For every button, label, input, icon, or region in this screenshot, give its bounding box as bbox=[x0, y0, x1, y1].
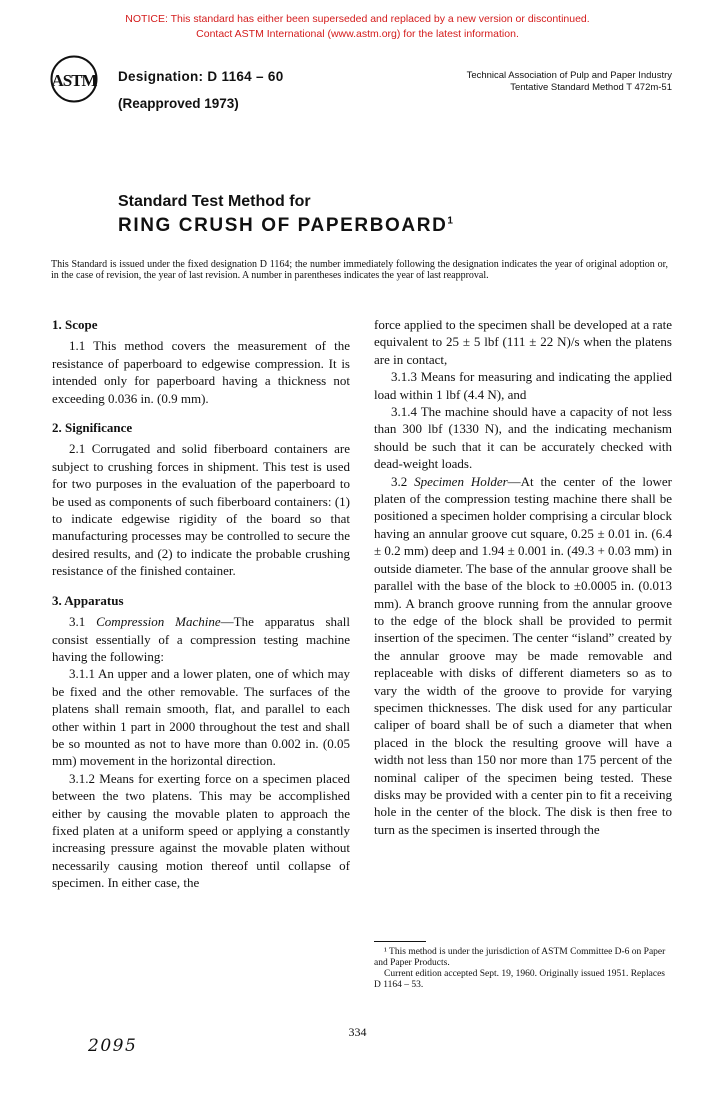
heading-significance: 2. Significance bbox=[52, 420, 133, 436]
heading-apparatus: 3. Apparatus bbox=[52, 592, 124, 608]
stamp-number: 2095 bbox=[88, 1036, 138, 1056]
footnote-2: Current edition accepted Sept. 19, 1960. Originally issued 1951. Replaces D 1164 – 53. bbox=[374, 969, 665, 990]
tappi-line-2: Tentative Standard Method T 472m-51 bbox=[510, 82, 672, 93]
tappi-line-1: Technical Association of Pulp and Paper Industry bbox=[466, 70, 672, 81]
footnote-rule bbox=[374, 941, 426, 942]
para-3-1-2: 3.1.2 Means for exerting force on a specimen placed between the two platens. This may be accomplished either by causing the movable platen to approach the fixed platen at a uniform speed or applying a constantly increasing pressure against the movable platen without necessarily causing motion thereof until collapse of specimen. In either case, the bbox=[52, 770, 350, 891]
para-3-2 bbox=[374, 473, 672, 839]
issue-statement: This Standard is issued under the fixed designation D 1164; the number immediately following the designation indicates the year of original adoption or, in the case of revision, the year of last revision. A number in parentheses indicates the year of last reapproval. bbox=[51, 259, 668, 281]
astm-logo-text: ASTM bbox=[51, 71, 97, 90]
para-3-2-num: 3.2 bbox=[391, 473, 408, 489]
para-3-2-rest: —At the center of the lower platen of the compression testing machine there shall be positioned a specimen holder comprising a circular block having an annular groove cut square, 0.25 ± 0.01 in. (6.4 ± 0.2 mm) deep and 1.94 ± 0.001 in. (49.3 + 0.03 mm) in outside diameter. The base of the annular groove shall be parallel with the base of the block to ±0.0005 in. (0.013 mm). A branch groove running from the annular groove to the edge of the block shall be provided to permit insertion of the specimen. The center “island” created by the annular groove may be made removable and replaceable with disks of different diameters so as to vary the width of the groove to provide for varying specimen thicknesses. The disk used for any particular caliper of board shall be of such a diameter that when placed in the block the resulting groove will have a width not less than 150 nor more than 175 percent of the nominal caliper of the specimen being tested. These disks may be provided with a center pin to fit a receiving hole in the center of the block. The disk is then free to turn as the specimen is inserted through the bbox=[374, 473, 673, 837]
astm-logo-icon bbox=[50, 55, 98, 103]
heading-scope: 1. Scope bbox=[52, 317, 98, 332]
notice-line-1: NOTICE: This standard has either been superseded and replaced by a new version or discontinued. bbox=[125, 13, 590, 25]
title-line-1: Standard Test Method for bbox=[118, 193, 311, 210]
left-column bbox=[52, 316, 350, 892]
para-3-1-rest: —The apparatus shall consist essentially of a compression testing machine having the following: bbox=[52, 614, 351, 664]
reapproved: (Reapproved 1973) bbox=[118, 96, 239, 111]
tappi-reference bbox=[467, 70, 672, 94]
para-3-1-4: 3.1.4 The machine should have a capacity of not less than 300 lbf (1330 N), and the indicating mechanism should be such that it can be accurately checked with dead-weight loads. bbox=[374, 404, 672, 472]
para-3-1-1: 3.1.1 An upper and a lower platen, one of which may be fixed and the other removable. The surfaces of the platens shall remain smooth, flat, and parallel to each other within 1 part in 2000 throughout the test and shall be so mounted as not to have more than 0.002 in. (0.05 mm) movement in the horizontal direction. bbox=[52, 666, 350, 769]
para-3-1-italic: Compression Machine bbox=[96, 614, 221, 630]
para-2-1: 2.1 Corrugated and solid fiberboard containers are subject to crushing forces in shipment. This test is used for two purposes in the evaluation of the paperboard to be used as components of such fiberboard containers: (1) to indicate edgewise rigidity of the board so that manufacturing processes may be controlled to secure the desired results, and (2) to indicate the probable crushing resistance of the finished container. bbox=[52, 441, 350, 579]
title-footnote-mark: 1 bbox=[447, 215, 453, 227]
para-3-1-3: 3.1.3 Means for measuring and indicating the applied load within 1 lbf (4.4 N), and bbox=[374, 369, 672, 402]
title-main: RING CRUSH OF PAPERBOARD bbox=[118, 215, 448, 236]
notice-line-2: Contact ASTM International (www.astm.org) for the latest information. bbox=[196, 28, 519, 40]
title-line-2 bbox=[118, 215, 453, 237]
footnotes bbox=[374, 947, 672, 991]
right-column bbox=[374, 316, 672, 838]
footnote-1: ¹ This method is under the jurisdiction of ASTM Committee D-6 on Paper and Paper Products. bbox=[374, 947, 666, 968]
para-3-1-num: 3.1 bbox=[69, 614, 86, 630]
para-3-2-italic: Specimen Holder bbox=[414, 473, 508, 489]
page-number: 334 bbox=[348, 1025, 367, 1039]
para-3-1 bbox=[52, 613, 350, 665]
para-continued: force applied to the specimen shall be developed at a rate equivalent to 25 ± 5 lbf (111 ± 22 N)/s when the platens are in contact, bbox=[374, 317, 672, 367]
para-1-1: 1.1 This method covers the measurement of the resistance of paperboard to edgewise compression. It is intended only for paperboard having a thickness not exceeding 0.036 in. (0.9 mm). bbox=[52, 338, 350, 406]
designation: Designation: D 1164 – 60 bbox=[118, 69, 284, 84]
